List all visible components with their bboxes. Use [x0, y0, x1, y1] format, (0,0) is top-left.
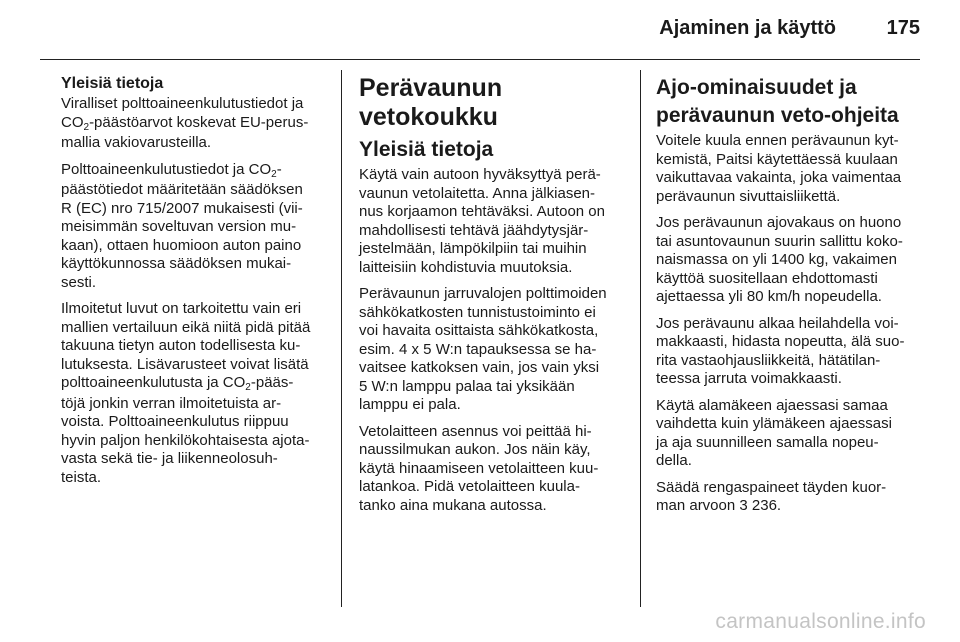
title-line: Perävaunun — [359, 74, 503, 102]
text-line: hyvin paljon henkilökohtaisesta ajota- — [61, 431, 310, 449]
text-line: mahdollisesti tehtävä jäähdytysjär- — [359, 221, 589, 239]
text-line: 5 W:n lamppu palaa tai yksikään — [359, 377, 575, 395]
text-line: della. — [656, 452, 692, 469]
text-line: kaan), ottaen huomioon auton paino — [61, 236, 302, 254]
text-line: perävaunun sivuttaisliikettä. — [656, 187, 841, 205]
paragraph — [656, 315, 926, 389]
column-driving-characteristics — [656, 74, 926, 516]
paragraph — [359, 166, 627, 277]
text-line: tai asuntovaunun suurin sallittu koko- — [656, 232, 903, 250]
text-line: Käytä vain autoon hyväksyttyä perä- — [359, 166, 601, 183]
text-fragment: man arvoon — [656, 497, 740, 514]
text-line: sähkökatkosten tunnistustoiminto ei — [359, 303, 596, 321]
text-line: Vetolaitteen asennus voi peittää hi- — [359, 422, 592, 440]
watermark: carmanualsonline.info — [715, 610, 926, 633]
text-line: Perävaunun jarruvalojen polttimoiden — [359, 285, 607, 302]
heading-line: Ajo-ominaisuudet ja — [656, 76, 857, 99]
text-line: vaitsee katkoksen vain, jos vain yksi — [359, 359, 600, 376]
text-line: teista. — [61, 468, 102, 486]
text-fragment: polttoaineenkulutusta ja CO — [61, 374, 246, 391]
column-divider-left — [341, 70, 342, 607]
text-fragment: - — [276, 160, 282, 178]
text-line: ajettaessa yli 80 km/h nopeudella. — [656, 288, 882, 305]
page-header-title: Ajaminen ja käyttö — [659, 17, 836, 39]
subscript: 2 — [271, 168, 277, 180]
text-line: sesti. — [61, 273, 97, 291]
text-line: voi havaita osittaista sähkökatkosta, — [359, 322, 599, 339]
text-line: laitteisiin kohdistuvia muutoksia. — [359, 258, 573, 276]
chapter-title — [359, 74, 627, 132]
text-line: latankoa. Pidä vetolaitteen kuula- — [359, 478, 580, 495]
text-line: Käytä alamäkeen ajaessasi samaa — [656, 396, 888, 414]
text-line: vaikuttavaa vakainta, joka vaimentaa — [656, 169, 902, 186]
text-line — [61, 161, 328, 182]
text-line: meisimmän soveltuvan version mu- — [61, 218, 297, 235]
text-line: lutuksesta. Lisävarusteet voivat lisätä — [61, 355, 309, 373]
page-reference[interactable]: 236. — [747, 497, 782, 514]
text-line: rita vastaohjausliikkeitä, hätätilan- — [656, 351, 881, 369]
section-heading — [656, 74, 926, 130]
text-line: R (EC) nro 715/2007 mukaisesti (vii- — [61, 199, 303, 217]
text-line: käytä hinaamiseen vetolaitteen kuu- — [359, 459, 599, 477]
column-fuel-consumption — [61, 74, 328, 487]
text-line — [61, 374, 328, 395]
text-line: mallien vertailuun eikä niitä pidä pitää — [61, 318, 311, 336]
title-line: vetokoukku — [359, 103, 498, 131]
text-line: naussilmukan aukon. Jos näin käy, — [359, 441, 591, 458]
text-fragment: CO — [61, 113, 84, 131]
column-divider-right — [640, 70, 641, 607]
text-line: Viralliset polttoaineenkulutustiedot ja — [61, 95, 304, 112]
text-line: vaihdetta kuin ylämäkeen ajaessasi — [656, 415, 892, 432]
paragraph — [359, 423, 627, 516]
paragraph — [656, 214, 926, 307]
paragraph — [61, 95, 328, 153]
text-line: teessa jarruta voimakkaasti. — [656, 370, 842, 387]
text-line: Säädä rengaspaineet täyden kuor- — [656, 478, 887, 496]
text-line: lamppu ei pala. — [359, 396, 461, 413]
header-divider — [40, 59, 920, 60]
text-line: esim. 4 x 5 W:n tapauksessa se ha- — [359, 340, 597, 358]
subscript: 2 — [245, 382, 251, 393]
text-line: kemistä, Paitsi käytettäessä kuulaan — [656, 150, 898, 168]
subsection-heading: Yleisiä tietoja — [359, 138, 494, 161]
text-line: Jos perävaunu alkaa heilahdella voi- — [656, 314, 899, 332]
text-line: töjä jonkin verran ilmoitetuista ar- — [61, 394, 282, 412]
column-trailer-hitch — [359, 74, 627, 515]
text-line: vasta sekä tie- ja liikenneolosuh- — [61, 450, 278, 467]
text-line: päästötiedot määritetään säädöksen — [61, 181, 303, 198]
text-line: vaunun vetolaitetta. Anna jälkiasen- — [359, 184, 595, 202]
paragraph — [359, 285, 627, 415]
section-heading: Yleisiä tietoja — [61, 75, 164, 92]
text-line: Ilmoitetut luvut on tarkoitettu vain eri — [61, 300, 302, 317]
text-line: käyttökunnossa säädöksen mukai- — [61, 255, 292, 272]
paragraph — [61, 161, 328, 293]
text-line: ja aja suunnilleen samalla nopeu- — [656, 433, 879, 451]
paragraph — [656, 132, 926, 206]
text-line: mallia vakiovarusteilla. — [61, 134, 212, 151]
text-line — [61, 114, 328, 135]
text-line: makkaasti, hidasta nopeutta, älä suo- — [656, 333, 905, 350]
text-fragment: Polttoaineenkulutustiedot ja CO — [61, 160, 272, 178]
page-reference-icon: 3 — [739, 497, 748, 514]
text-line: Jos perävaunun ajovakaus on huono — [656, 214, 902, 231]
text-fragment: -päästöarvot koskevat EU-perus- — [89, 113, 309, 131]
text-line — [656, 497, 926, 516]
text-fragment: -pääs- — [250, 374, 294, 391]
paragraph — [61, 300, 328, 487]
paragraph — [656, 397, 926, 471]
subscript: 2 — [83, 121, 90, 133]
text-line: käyttöä suositellaan ehdottomasti — [656, 269, 878, 287]
heading-line: perävaunun veto-ohjeita — [656, 104, 899, 127]
text-line: tanko aina mukana autossa. — [359, 496, 547, 514]
text-line: naismassa on yli 1400 kg, vakaimen — [656, 251, 897, 268]
text-line: takuuna tietyn auton todellisesta ku- — [61, 337, 301, 354]
paragraph — [656, 479, 926, 516]
text-line: voista. Polttoaineenkulutus riippuu — [61, 413, 289, 430]
text-line: Voitele kuula ennen perävaunun kyt- — [656, 132, 899, 149]
text-line: jestelmään, lämpökilpiin tai muihin — [359, 240, 587, 257]
text-line: nus korjaamon tehtäväksi. Autoon on — [359, 203, 605, 220]
page-number: 175 — [886, 17, 920, 39]
